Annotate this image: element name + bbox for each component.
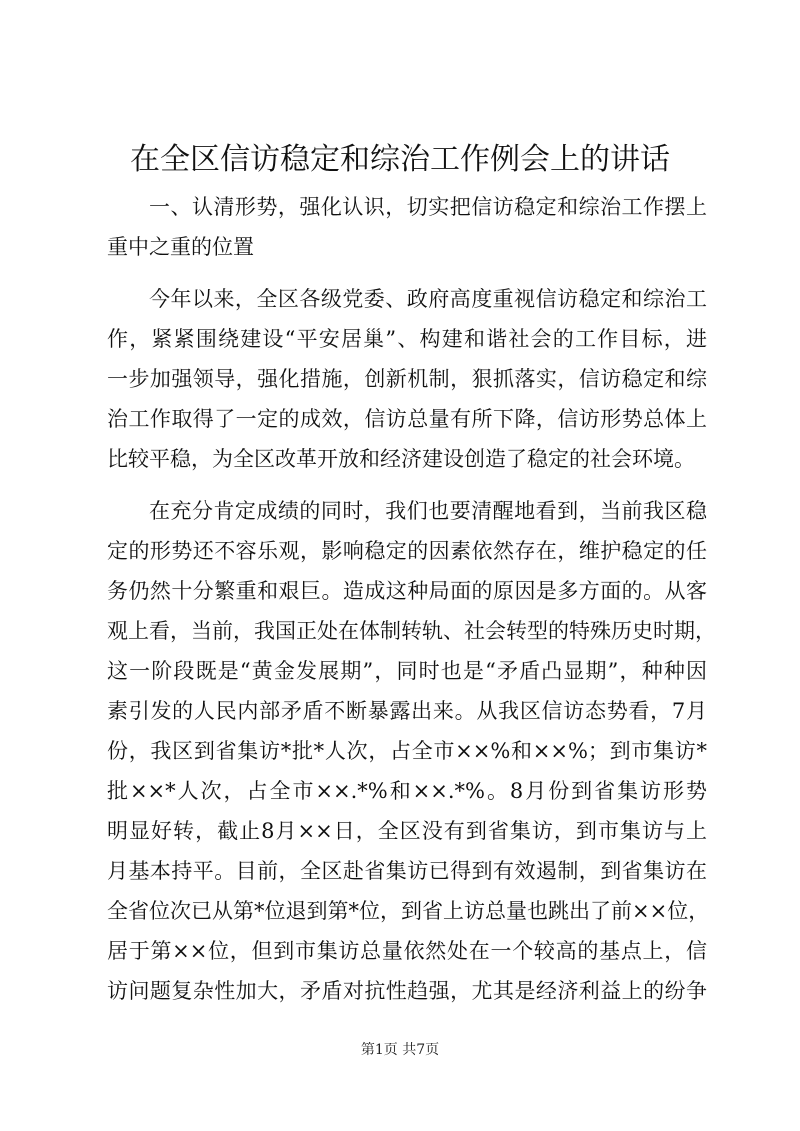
paragraph-1-line-1: 一、认清形势，强化认识，切实把信访稳定和综治工作摆上: [149, 195, 707, 219]
paragraph-3-line-13: 访问题复杂性加大，矛盾对抗性趋强，尤其是经济利益上的纷争: [107, 979, 707, 1003]
paragraph-3-line-3: 务仍然十分繁重和艰巨。造成这种局面的原因是多方面的。从客: [107, 579, 707, 603]
paragraph-3-line-7: 份，我区到省集访*批*人次，占全市××%和××%；到市集访*: [107, 739, 707, 763]
paragraph-3-line-6: 素引发的人民内部矛盾不断暴露出来。从我区信访态势看，7月: [107, 699, 707, 723]
paragraph-2-line-2: 作，紧紧围绕建设“平安居巢”、构建和谐社会的工作目标，进: [107, 327, 707, 351]
paragraph-3-line-9: 明显好转，截止8月××日，全区没有到省集访，到市集访与上: [107, 819, 707, 843]
paragraph-3-line-12: 居于第××位，但到市集访总量依然处在一个较高的基点上，信: [107, 939, 707, 963]
paragraph-2-line-5: 比较平稳，为全区改革开放和经济建设创造了稳定的社会环境。: [107, 447, 695, 471]
document-title: 在全区信访稳定和综治工作例会上的讲话: [130, 142, 670, 177]
paragraph-gap: [107, 479, 707, 491]
paragraph-3-line-5: 这一阶段既是“黄金发展期”，同时也是“矛盾凸显期”，种种因: [107, 659, 707, 683]
paragraph-2-line-1: 今年以来，全区各级党委、政府高度重视信访稳定和综治工: [149, 287, 707, 311]
paragraph-3-line-4: 观上看，当前，我国正处在体制转轨、社会转型的特殊历史时期，: [107, 619, 716, 643]
paragraph-gap: [107, 267, 707, 279]
page-footer: 第1页 共7页: [360, 1042, 440, 1058]
paragraph-3-line-8: 批××*人次，占全市××.*%和××.*%。8月份到省集访形势: [107, 779, 707, 803]
paragraph-1-line-2: 重中之重的位置: [107, 235, 254, 259]
paragraph-2-line-4: 治工作取得了一定的成效，信访总量有所下降，信访形势总体上: [107, 407, 707, 431]
paragraph-3-line-2: 定的形势还不容乐观，影响稳定的因素依然存在，维护稳定的任: [107, 539, 707, 563]
paragraph-3-line-1: 在充分肯定成绩的同时，我们也要清醒地看到，当前我区稳: [149, 499, 707, 523]
document-body: [107, 187, 716, 1011]
paragraph-2-line-3: 一步加强领导，强化措施，创新机制，狠抓落实，信访稳定和综: [107, 367, 707, 391]
paragraph-3-line-10: 月基本持平。目前，全区赴省集访已得到有效遏制，到省集访在: [107, 859, 707, 883]
paragraph-3-line-11: 全省位次已从第*位退到第*位，到省上访总量也跳出了前××位，: [107, 899, 710, 923]
